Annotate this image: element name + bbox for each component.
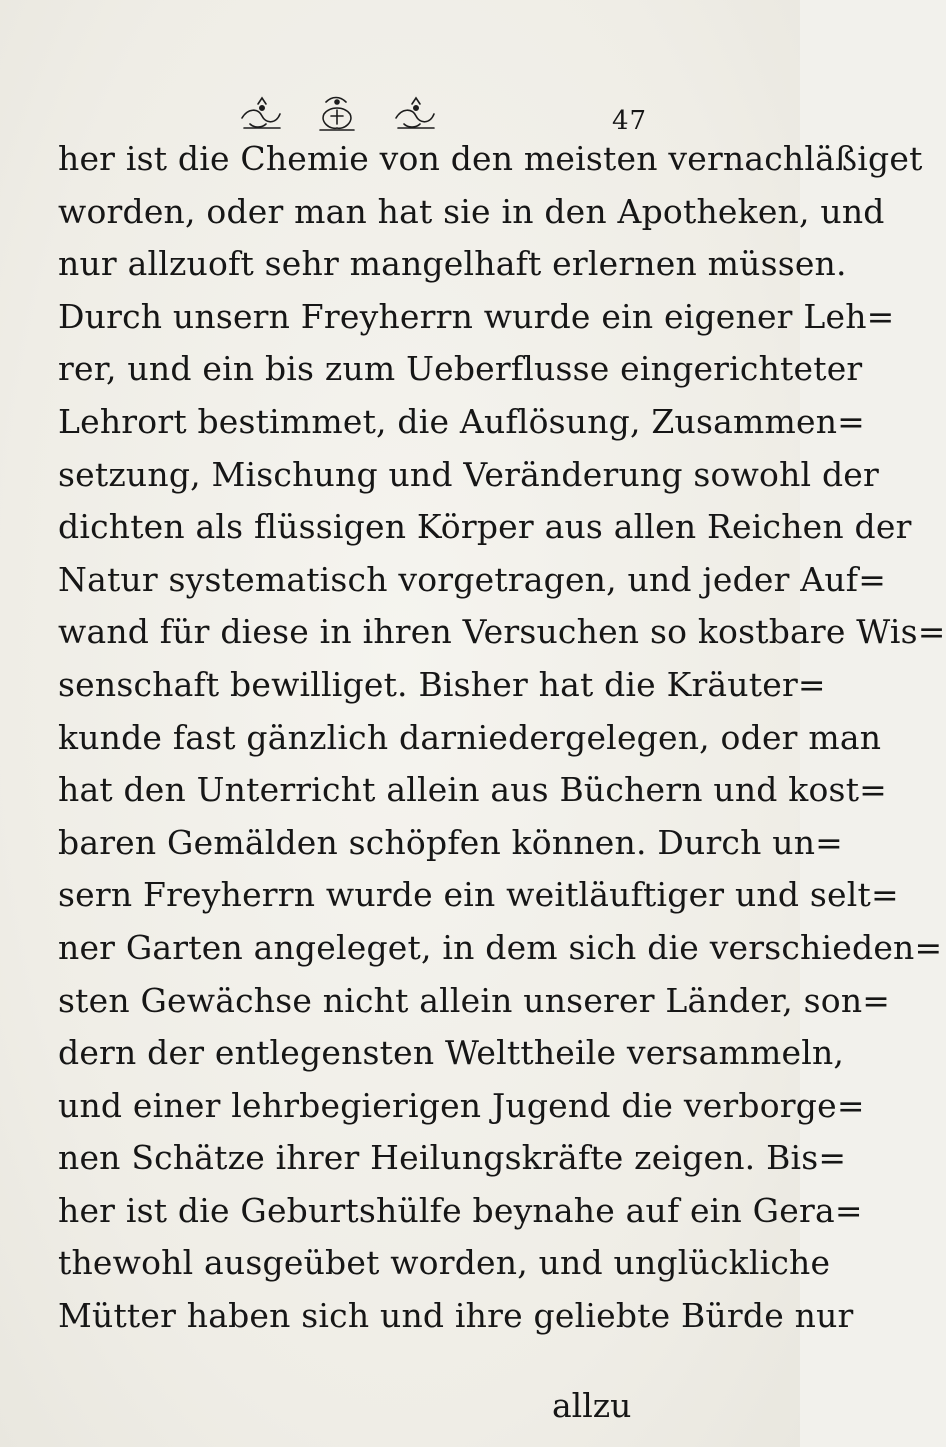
text-line: kunde fast gänzlich darniedergelegen, oder man — [58, 717, 882, 757]
text-line: sern Freyherrn wurde ein weitläuftiger und selt= — [58, 875, 899, 915]
text-line: setzung, Mischung und Veränderung sowohl der — [58, 454, 880, 494]
text-line: nur allzuoft sehr mangelhaft erlernen müssen. — [58, 244, 847, 284]
catchword: allzu — [552, 1386, 632, 1425]
text-line: her ist die Chemie von den meisten vernachläßiget — [58, 139, 923, 178]
text-line: worden, oder man hat sie in den Apotheken, und — [58, 191, 885, 231]
text-line: dern der entlegensten Welttheile versammeln, — [58, 1033, 845, 1073]
text-line: Durch unsern Freyherrn wurde ein eigener Leh= — [58, 296, 895, 336]
text-line: baren Gemälden schöpfen können. Durch un= — [58, 822, 844, 862]
text-line: senschaft bewilliget. Bisher hat die Kräuter= — [58, 664, 826, 704]
text-line: rer, und ein bis zum Ueberflusse eingerichteter — [58, 349, 863, 389]
page-header — [0, 92, 800, 138]
text-line: thewohl ausgeübet worden, und unglückliche — [58, 1243, 831, 1283]
text-line: hat den Unterricht allein aus Büchern und kost= — [58, 770, 888, 810]
printer-ornament-icon — [228, 94, 468, 134]
text-line: sten Gewächse nicht allein unserer Länder, son= — [58, 980, 891, 1020]
text-line: wand für diese in ihren Versuchen so kostbare Wis= — [58, 612, 946, 652]
text-line: nen Schätze ihrer Heilungskräfte zeigen. Bis= — [58, 1138, 847, 1178]
body-text — [58, 133, 946, 1343]
text-line: Mütter haben sich und ihre geliebte Bürde nur — [58, 1296, 854, 1336]
text-line: dichten als flüssigen Körper aus allen Reichen der — [58, 507, 912, 547]
text-line: und einer lehrbegierigen Jugend die verborge= — [58, 1085, 865, 1125]
text-line: her ist die Geburtshülfe beynahe auf ein Gera= — [58, 1190, 863, 1230]
text-line: Lehrort bestimmet, die Auflösung, Zusammen= — [58, 401, 865, 441]
text-line: ner Garten angeleget, in dem sich die verschieden= — [58, 927, 943, 967]
text-line: Natur systematisch vorgetragen, und jeder Auf= — [58, 559, 887, 599]
page-number: 47 — [612, 106, 648, 136]
